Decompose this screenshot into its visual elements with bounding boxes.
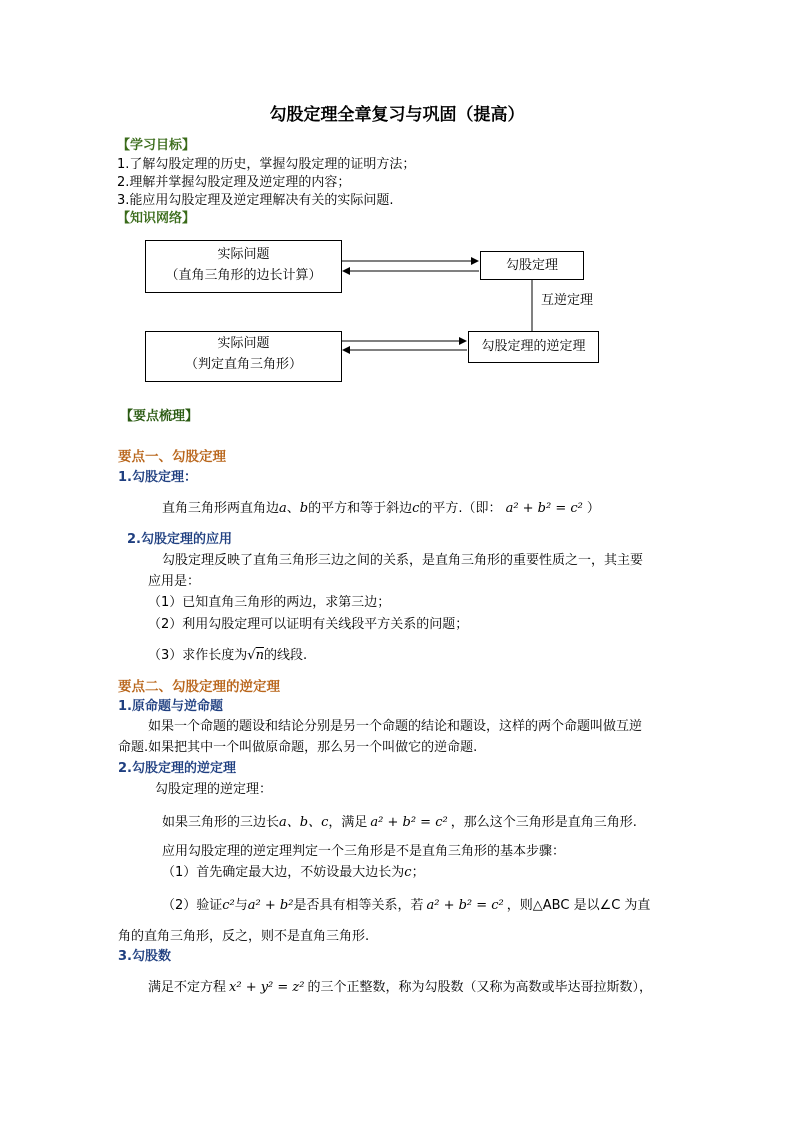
- text: 的平方和等于斜边: [308, 501, 413, 516]
- text: 是否具有相等关系，若: [293, 898, 424, 913]
- point2-s1-line1: 如果一个命题的题设和结论分别是另一个命题的结论和题设，这样的两个命题叫做互逆: [148, 719, 643, 734]
- box3-line2: （判定直角三角形）: [184, 357, 302, 372]
- text: （1）首先确定最大边，不妨设最大边长为: [162, 865, 405, 880]
- formula: a² + b² = c²: [505, 501, 583, 516]
- point2-s3-heading: 3.勾股数: [118, 949, 171, 964]
- point2-s3-text: [148, 979, 652, 997]
- point1-s2-item1: （1）已知直角三角形的两边，求第三边；: [148, 595, 391, 610]
- mutual-theorem-label: 互逆定理: [541, 293, 594, 308]
- box-practical-problem-judge: [145, 331, 342, 382]
- a2-plus-b2: a² + b²: [247, 898, 294, 913]
- point2-s2-statement: [162, 814, 637, 832]
- text: 的线段.: [263, 648, 308, 663]
- objective-item-2: 2.理解并掌握勾股定理及逆定理的内容；: [117, 175, 351, 190]
- var-c: c: [412, 501, 420, 516]
- box1-line1: 实际问题: [217, 247, 270, 262]
- sqrt-symbol: √: [247, 648, 256, 663]
- objective-item-3: 3.能应用勾股定理及逆定理解决有关的实际问题.: [117, 193, 394, 208]
- formula: a² + b² = c²: [426, 898, 504, 913]
- point2-s1-line2: 命题.如果把其中一个叫做原命题，那么另一个叫做它的逆命题.: [118, 740, 478, 755]
- var-c: c: [404, 865, 412, 880]
- box3-line1: 实际问题: [217, 336, 270, 351]
- formula: a² + b² = c²: [370, 815, 448, 830]
- text: ；: [411, 865, 425, 880]
- point2-s2-step2: [162, 897, 650, 915]
- point1-s2-item2: （2）利用勾股定理可以证明有关线段平方关系的问题；: [148, 617, 469, 632]
- point1-s2-line2: 应用是：: [148, 574, 201, 589]
- point1-s2-line1: 勾股定理反映了直角三角形三边之间的关系，是直角三角形的重要性质之一，其主要: [162, 553, 644, 568]
- page-title: 勾股定理全章复习与巩固（提高）: [269, 105, 525, 125]
- point2-s2-intro: 勾股定理的逆定理：: [155, 782, 273, 797]
- box-converse-theorem: [468, 331, 599, 363]
- point1-s2-item3: [148, 647, 307, 665]
- point2-s1-heading: 1.原命题与逆命题: [118, 699, 223, 714]
- text: 如果三角形的三边长: [162, 815, 280, 830]
- text: ，则△ABC 是以∠C 为直: [506, 898, 651, 913]
- vars-abc: a、b、c: [279, 815, 329, 830]
- objectives-heading: 【学习目标】: [117, 138, 196, 153]
- text: 与: [234, 898, 248, 913]
- point1-heading: 要点一、勾股定理: [118, 449, 226, 465]
- text: （3）求作长度为: [148, 648, 248, 663]
- box1-line2: （直角三角形的边长计算）: [165, 268, 322, 283]
- text: 、: [286, 501, 300, 516]
- text: 的三个正整数，称为勾股数（又称为高数或毕达哥拉斯数），: [307, 980, 653, 995]
- formula: x² + y² = z²: [229, 980, 305, 995]
- objective-item-1: 1.了解勾股定理的历史，掌握勾股定理的证明方法；: [117, 157, 416, 172]
- text: 直角三角形两直角边: [162, 501, 280, 516]
- summary-heading: 【要点梳理】: [120, 409, 199, 424]
- text: ，那么这个三角形是直角三角形.: [450, 815, 637, 830]
- var-n: n: [255, 648, 264, 663]
- point2-s2-step1: [162, 864, 425, 882]
- text: 的平方.（即：: [419, 501, 502, 516]
- c-squared: c²: [222, 898, 235, 913]
- box-practical-problem-calc: [145, 240, 342, 293]
- text: 满足不定方程: [148, 980, 227, 995]
- point1-theorem-statement: [162, 500, 600, 518]
- point2-s2-steps: 应用勾股定理的逆定理判定一个三角形是不是直角三角形的基本步骤：: [162, 844, 566, 859]
- box2-label: 勾股定理: [505, 258, 558, 273]
- text: （2）验证: [162, 898, 223, 913]
- text: ）: [586, 501, 600, 516]
- var-b: b: [299, 501, 309, 516]
- point1-s2-heading: 2.勾股定理的应用: [127, 532, 232, 547]
- point1-s1-heading: 1.勾股定理：: [118, 470, 197, 485]
- network-heading: 【知识网络】: [117, 211, 196, 226]
- point2-s2-step2-line2: 角的直角三角形，反之，则不是直角三角形.: [118, 929, 370, 944]
- point2-s2-heading: 2.勾股定理的逆定理: [118, 761, 236, 776]
- point2-heading: 要点二、勾股定理的逆定理: [118, 679, 280, 695]
- box-pythagorean-theorem: [480, 251, 584, 280]
- box4-label: 勾股定理的逆定理: [481, 339, 586, 354]
- var-a: a: [279, 501, 287, 516]
- text: ，满足: [328, 815, 368, 830]
